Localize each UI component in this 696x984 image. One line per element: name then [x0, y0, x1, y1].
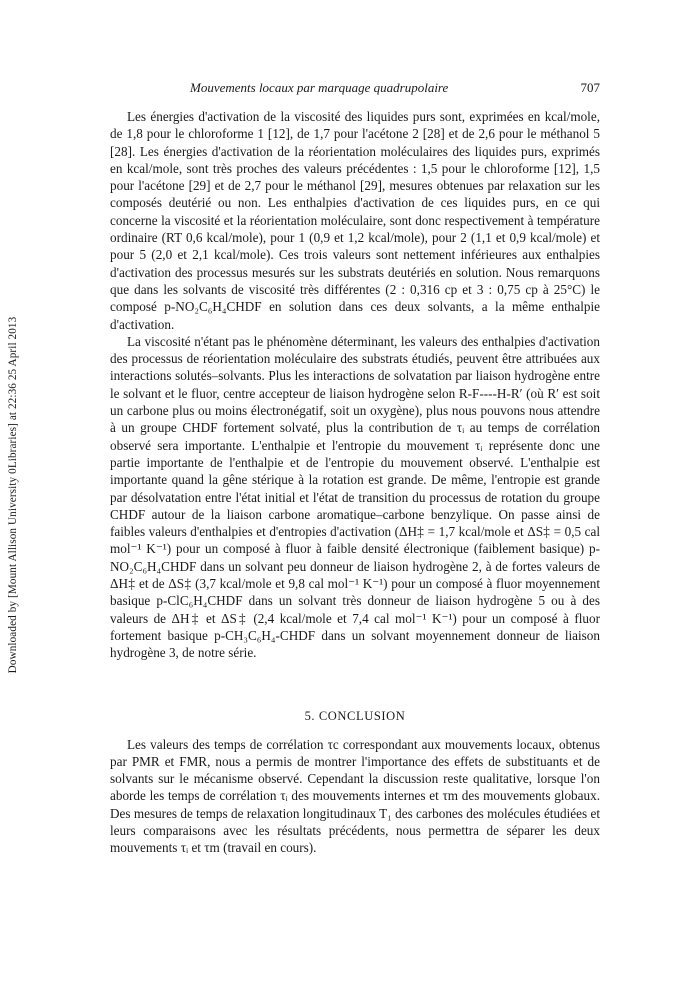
page-number: 707	[580, 80, 600, 95]
body-paragraph-solvation: La viscosité n'étant pas le phénomène déterminant, les valeurs des enthalpies d'activation des processus de réorientation moléculaire des substrats étudiés, peuvent être attribuées aux interactions solutés–solvants. Plus les interactions de solvatation par liaison hydrogène entre le solvant et le fluor, centre accepteur de liaison hydrogène selon R-F----H-R′ (où R′ est soit un carbone plus ou moins électronégatif, soit un oxygène), plus nous pouvons nous attendre à un groupe CHDF fortement solvaté, plus la contribution de τᵢ au temps de corrélation observé sera importante. L'enthalpie et l'entropie du mouvement τᵢ représente donc une partie importante de l'enthalpie et de l'entropie du mouvement observé. L'enthalpie est importante quand la gêne stérique à la rotation est grande. De même, l'entropie est grande par désolvatation entre l'état initial et l'état de transition du processus de rotation du groupe CHDF autour de la liaison carbone aromatique–carbone benzylique. On passe ainsi de faibles valeurs d'enthalpies et d'entropies d'activation (ΔH‡ = 1,7 kcal/mole et ΔS‡ = 0,5 cal mol⁻¹ K⁻¹) pour un composé à fluor à faible densité électronique (faiblement basique) p-NO₂C₆H₄CHDF dans un solvant peu donneur de liaison hydrogène 2, à de fortes valeurs de ΔH‡ et de ΔS‡ (3,7 kcal/mole et 9,8 cal mol⁻¹ K⁻¹) pour un composé à fluor moyennement basique p-ClC₆H₄CHDF dans un solvant très donneur de liaison hydrogène 5 ou à des valeurs de ΔH‡ et ΔS‡ (2,4 kcal/mole et 7,4 cal mol⁻¹ K⁻¹) pour un composé à fluor fortement basique p-CH₃C₆H₄-CHDF dans un solvant moyennement donneur de liaison hydrogène 3, de notre série.	[110, 333, 600, 661]
section-heading-conclusion: 5. CONCLUSION	[304, 708, 406, 723]
article-body	[110, 108, 600, 857]
body-paragraph-activation-energies: Les énergies d'activation de la viscosité des liquides purs sont, exprimées en kcal/mole, de 1,8 pour le chloroforme 1 [12], de 1,7 pour l'acétone 2 [28] et de 2,6 pour le méthanol 5 [28]. Les énergies d'activation de la réorientation moléculaires des liquides purs, exprimés en kcal/mole, sont très proches des valeurs précédentes : 1,5 pour le chloroforme [12], 1,5 pour l'acétone [29] et de 2,7 pour le méthanol [29], mesures obtenues par relaxation sur les composés deutérié ou non. Les enthalpies d'activation de ces liquides purs, en ce qui concerne la viscosité et la réorientation moléculaire, sont donc respectivement à température ordinaire (RT 0,6 kcal/mole), pour 1 (0,9 et 1,2 kcal/mole), pour 2 (1,1 et 0,9 kcal/mole) et pour 5 (2,0 et 2,1 kcal/mole). Ces trois valeurs sont nettement inférieures aux enthalpies d'activation des processus mesurés sur les substrats deutériés en solution. Nous remarquons que dans les solvants de viscosité très différentes (2 : 0,316 cp et 3 : 0,75 cp à 25°C) le composé p-NO₂C₆H₄CHDF en solution dans ces deux solvants, a la même enthalpie d'activation.	[110, 109, 600, 332]
conclusion-paragraph: Les valeurs des temps de corrélation τc correspondant aux mouvements locaux, obtenus par PMR et FMR, nous a permis de montrer l'importance des effets de substituants et de solvants sur le mécanisme observé. Cependant la discussion reste qualitative, lorsque l'on aborde les temps de corrélation τᵢ des mouvements internes et τm des mouvements globaux. Des mesures de temps de relaxation longitudinaux T₁ des carbones des molécules étudiées et leurs comparaisons avec les résultats précédents, nous permettra de séparer les deux mouvements τᵢ et τm (travail en cours).	[110, 736, 600, 856]
running-header	[110, 80, 600, 96]
download-watermark	[2, 260, 24, 730]
running-title: Mouvements locaux par marquage quadrupolaire	[190, 80, 449, 95]
download-watermark-text: Downloaded by [Mount Allison University 0Libraries] at 22:36 25 April 2013	[7, 316, 19, 674]
